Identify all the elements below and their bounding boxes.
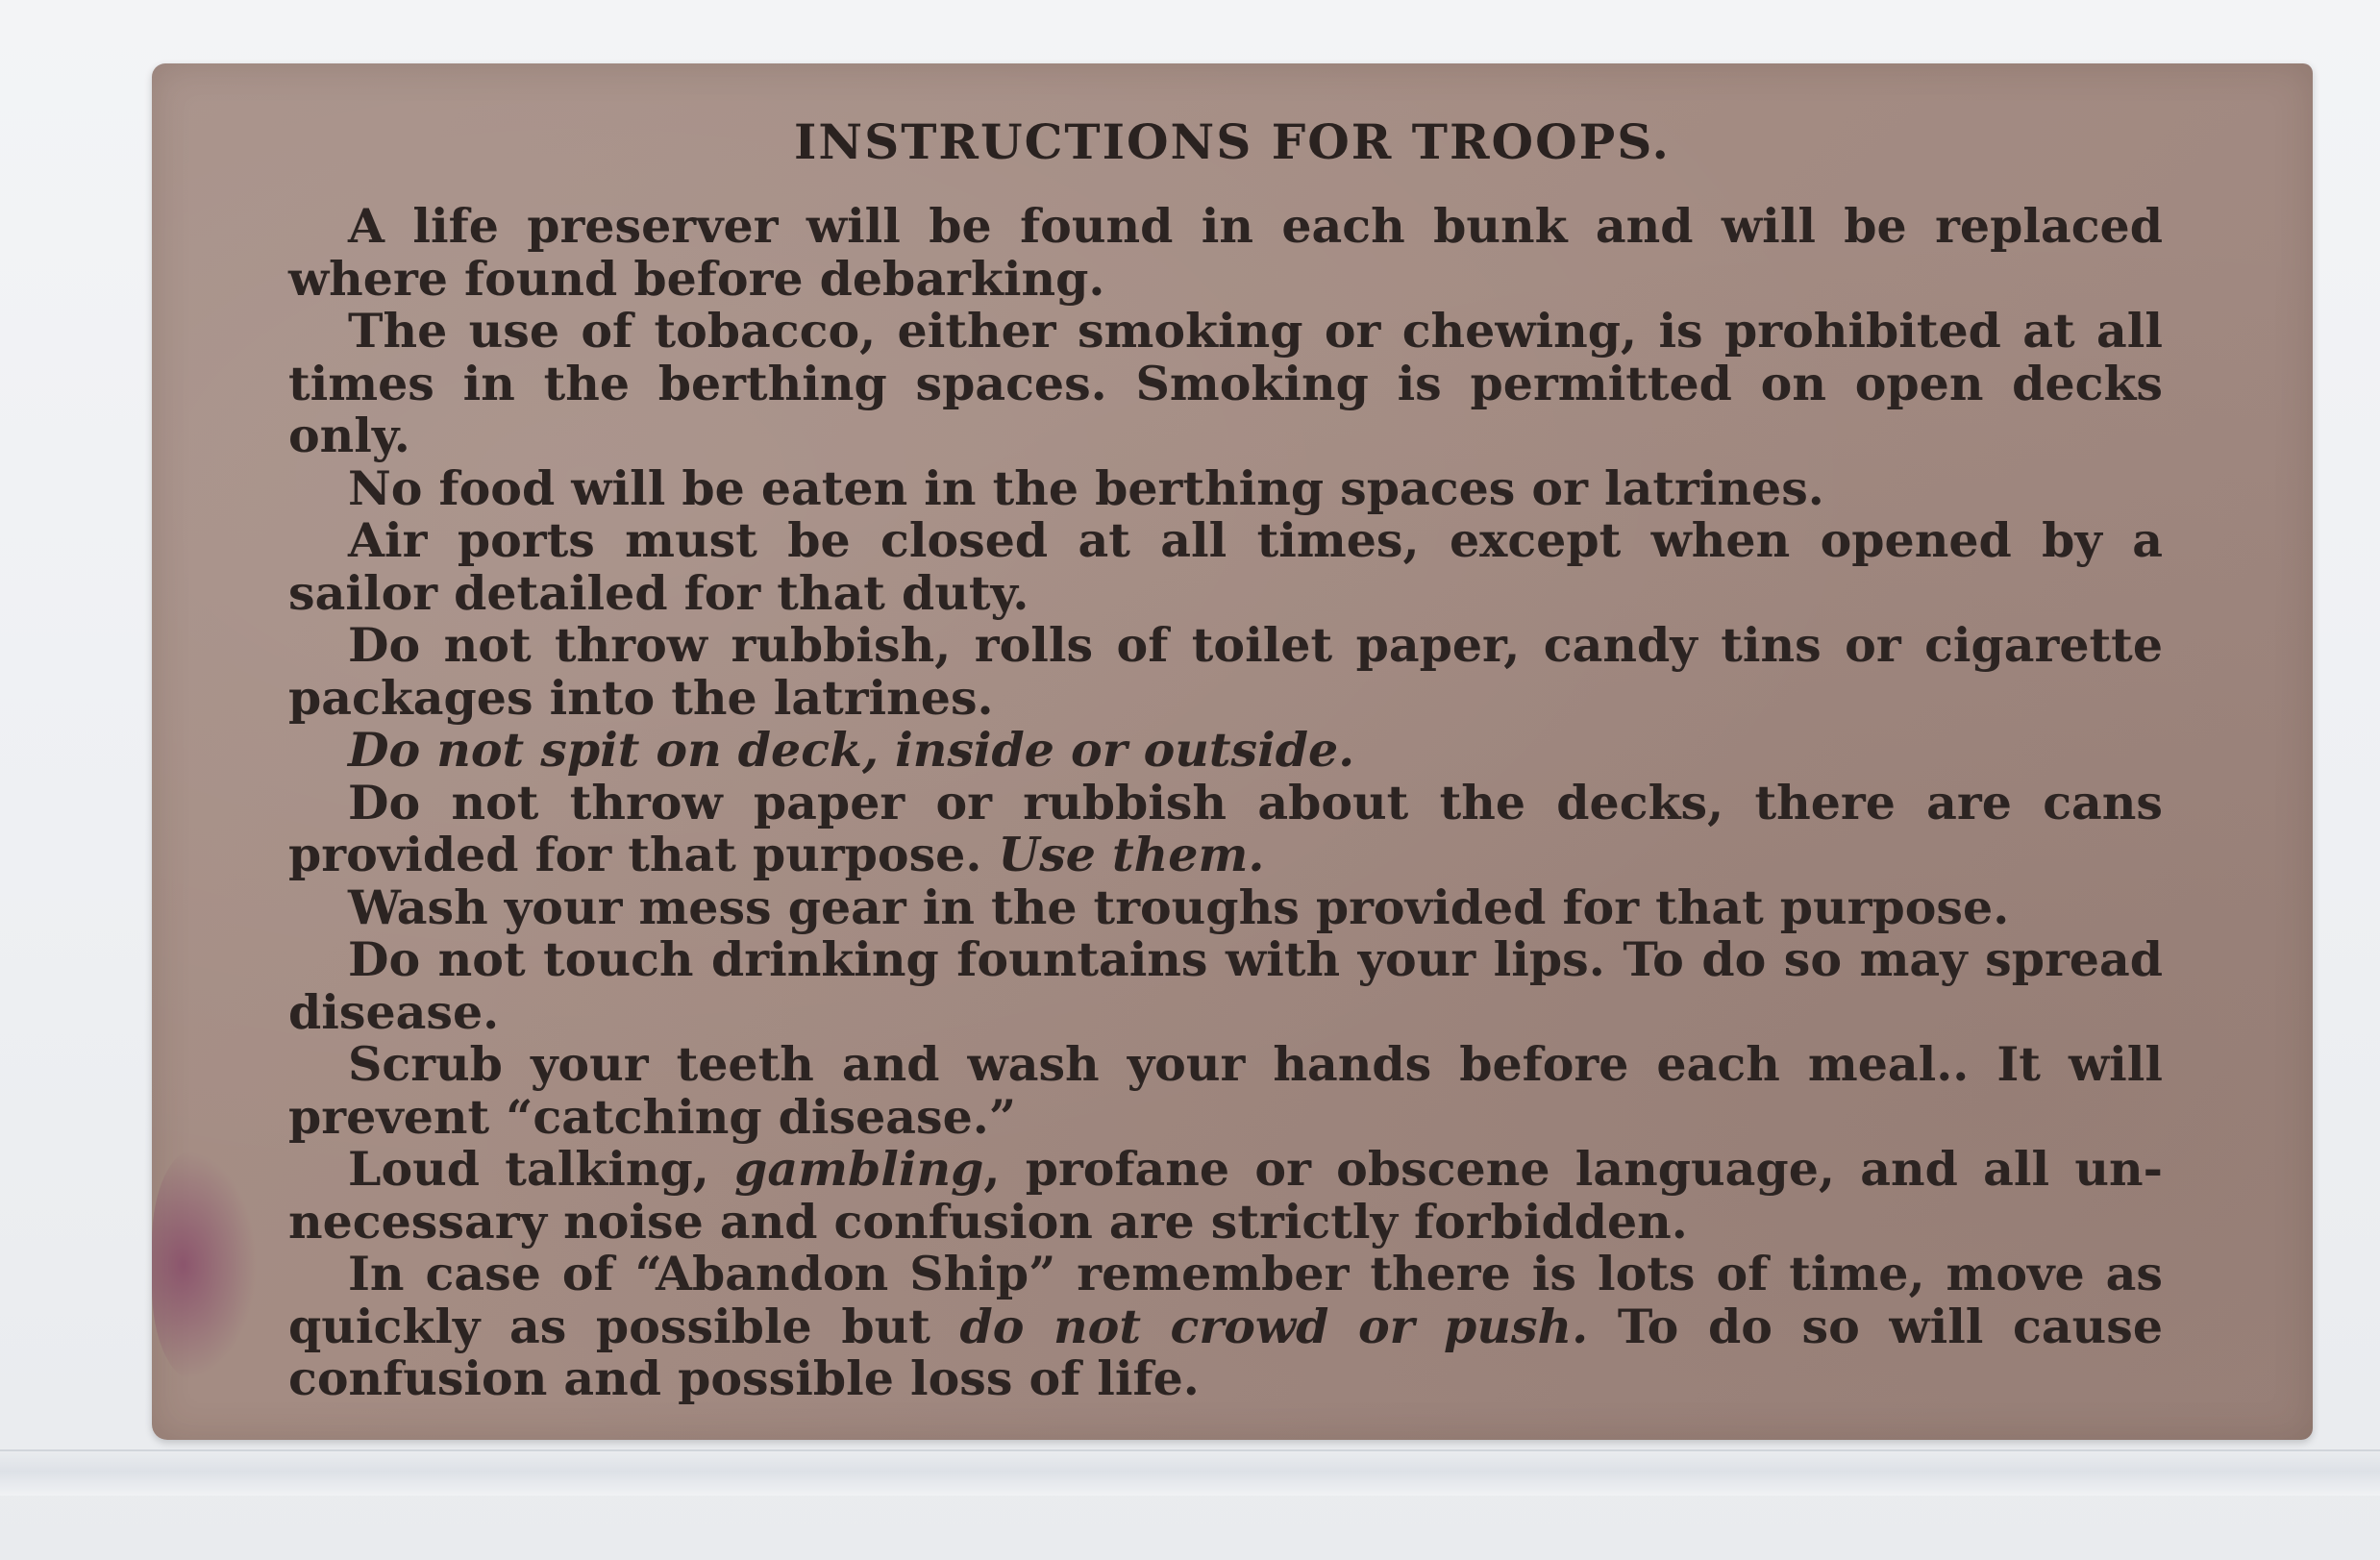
instruction-paragraph: [288, 459, 2163, 516]
instruction-paragraph: [288, 933, 2163, 1038]
instruction-card: [152, 63, 2313, 1440]
instruction-paragraph: [288, 1143, 2163, 1248]
instruction-paragraph: [288, 305, 2163, 462]
emphasis-text: Use them.: [998, 827, 1265, 882]
emphasis-text: do not crowd or push.: [959, 1298, 1589, 1354]
paragraph-text: A life preserver will be found in each bunk and will be replaced where found before debarking.: [288, 198, 2163, 307]
paragraph-text: In case of “Abandon Ship” remember there is lots of time, move as quickly as possible but: [288, 1246, 2163, 1354]
instruction-paragraph: [288, 881, 2163, 934]
paragraph-text: Air ports must be closed at all times, except when opened by a sailor detailed for that duty.: [288, 512, 2163, 621]
paragraph-text: To do so will cause confusion and possible loss of life.: [288, 1298, 2163, 1406]
sleeve-edge: [0, 1449, 2380, 1496]
paragraph-text: Scrub your teeth and wash your hands before each meal.. It will prevent “catching disease.”: [288, 1036, 2163, 1145]
instruction-paragraph: [288, 200, 2163, 305]
paragraph-text: , profane or obscene language, and all un-necessary noise and confusion are strictly forbidden.: [288, 1141, 2163, 1250]
paragraph-text: No food will be eaten in the berthing spaces or latrines.: [348, 459, 1824, 516]
paragraph-text: Do not touch drinking fountains with your lips. To do so may spread disease.: [288, 931, 2163, 1040]
instruction-paragraph: [288, 1248, 2163, 1405]
instruction-paragraph: [288, 619, 2163, 724]
paragraph-text: Do not throw paper or rubbish about the decks, there are cans provided for that purpose.: [288, 774, 2163, 882]
instruction-paragraph: [288, 774, 2163, 882]
paragraph-text: The use of tobacco, either smoking or chewing, is prohibited at all times in the berthing spaces. Smoking is permitted on open decks only.: [288, 303, 2163, 463]
card-title: INSTRUCTIONS FOR TROOPS.: [794, 113, 1671, 170]
emphasis-text: gambling: [734, 1141, 984, 1197]
instructions-body: [288, 200, 2163, 1405]
paragraph-text: Wash your mess gear in the troughs provided for that purpose.: [348, 879, 2010, 935]
ink-stain: [152, 1150, 258, 1380]
instruction-paragraph: [288, 514, 2163, 619]
paragraph-text: Loud talking,: [348, 1141, 735, 1197]
emphasis-text: Do not spit on deck, inside or outside.: [348, 722, 1355, 778]
instruction-paragraph: [288, 724, 2163, 777]
instruction-paragraph: [288, 1038, 2163, 1143]
paragraph-text: Do not throw rubbish, rolls of toilet paper, candy tins or cigarette packages into the latrines.: [288, 617, 2163, 726]
